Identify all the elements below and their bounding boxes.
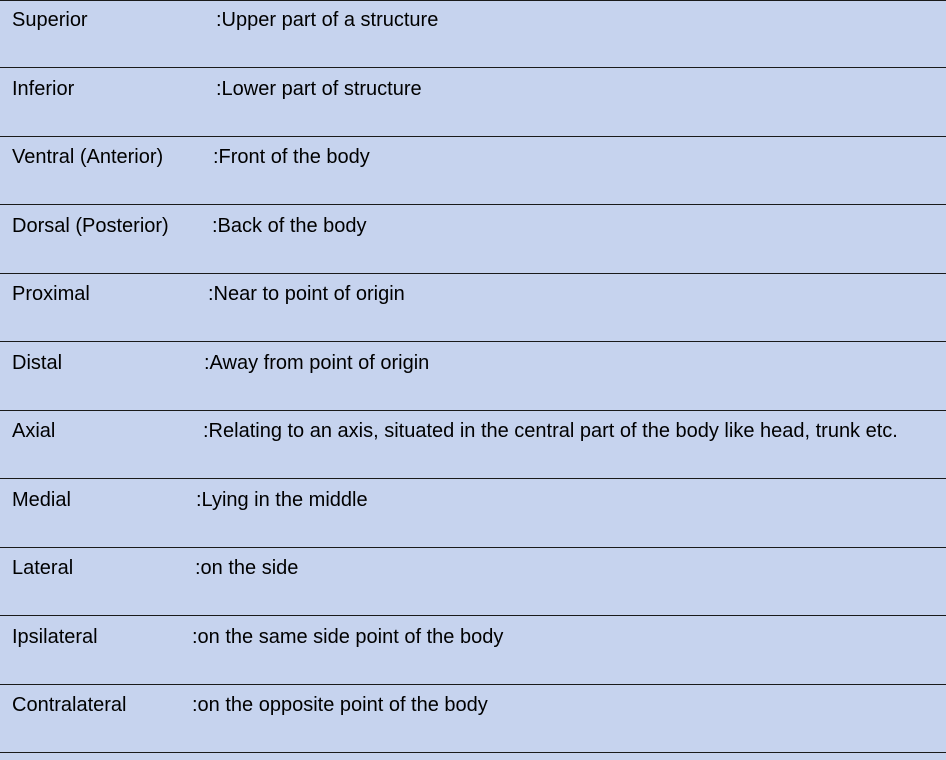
definition-dorsal: :Back of the body	[212, 215, 367, 237]
table-row	[0, 685, 946, 753]
term-ventral: Ventral (Anterior)	[12, 146, 164, 168]
term-proximal: Proximal	[12, 283, 90, 305]
definition-medial: :Lying in the middle	[196, 489, 368, 511]
table-row	[0, 0, 946, 68]
term-dorsal: Dorsal (Posterior)	[12, 215, 169, 237]
table-row	[0, 480, 946, 548]
term-distal: Distal	[12, 352, 63, 374]
term-superior: Superior	[12, 9, 88, 31]
table-row	[0, 69, 946, 137]
term-inferior: Inferior	[12, 78, 75, 100]
table-row	[0, 411, 946, 479]
term-contralateral: Contralateral	[12, 694, 127, 716]
definition-lateral: :on the side	[195, 557, 299, 579]
table-row	[0, 206, 946, 274]
term-lateral: Lateral	[12, 557, 74, 579]
table-row	[0, 343, 946, 411]
definition-inferior: :Lower part of structure	[216, 78, 422, 100]
definition-distal: :Away from point of origin	[204, 352, 430, 374]
table-row	[0, 548, 946, 616]
table-row	[0, 274, 946, 342]
definition-axial: :Relating to an axis, situated in the central part of the body like head, trunk etc.	[203, 420, 898, 442]
definition-superior: :Upper part of a structure	[216, 9, 439, 31]
definition-contralateral: :on the opposite point of the body	[192, 694, 488, 716]
definition-proximal: :Near to point of origin	[208, 283, 405, 305]
definition-ipsilateral: :on the same side point of the body	[192, 626, 504, 648]
term-ipsilateral: Ipsilateral	[12, 626, 98, 648]
term-medial: Medial	[12, 489, 71, 511]
table-row	[0, 137, 946, 205]
table-row	[0, 617, 946, 685]
term-axial: Axial	[12, 420, 56, 442]
definition-ventral: :Front of the body	[213, 146, 370, 168]
